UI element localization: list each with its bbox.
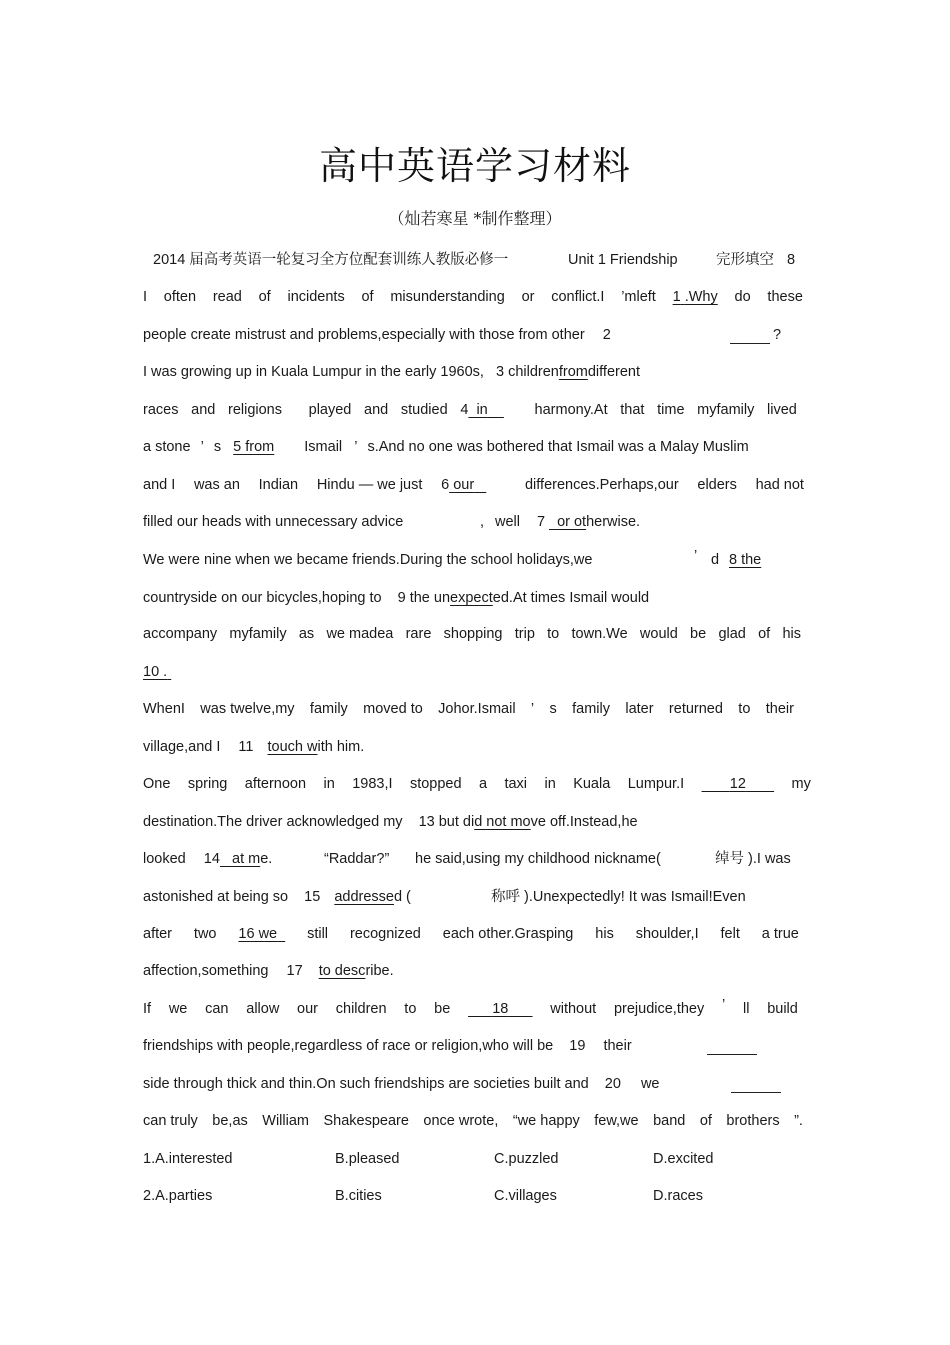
blank-9: expect (450, 590, 493, 606)
blank-8: 8 the (729, 552, 762, 568)
blank-14: at m (232, 851, 261, 867)
passage-line: side through thick and thin.On such friendships are societies built and 20 we (143, 1074, 811, 1094)
passage-line: a stone ’ s 5 from Ismail ’ s.And no one was bothered that Ismail was a Malay Muslim (143, 439, 749, 455)
passage-line: countryside on our bicycles,hoping to 9 the unexpected.At times Ismail would (143, 590, 650, 606)
passage-line: can truly be,as William Shakespeare once wrote, “we happy few,we band of brothers ”. (143, 1113, 803, 1129)
passage-line (143, 662, 811, 682)
passage-line: I was growing up in Kuala Lumpur in the early 1960s, 3 childrenfromdifferent (143, 364, 640, 380)
blank-5: 5 from (233, 439, 275, 455)
option-d: D.excited (653, 1151, 714, 1167)
passage-line: I often read of incidents of misunderstanding or conflict.I ’mleft 1 .Why do these (143, 289, 803, 305)
blank-15: addresse (334, 889, 394, 905)
page-title: 高中英语学习材料 (318, 144, 631, 188)
option-a: 1.A.interested (143, 1151, 233, 1167)
blank-10: 10 . (143, 664, 168, 680)
exercise-heading: 2014 届高考英语一轮复习全方位配套训练人教版必修一 Unit 1 Friendship 完形填空 8 (153, 252, 796, 268)
option-c: C.puzzled (494, 1151, 559, 1167)
blank-6: our (453, 477, 475, 493)
blank-16: 16 we (238, 926, 278, 942)
passage-line: filled our heads with unnecessary advice , well 7 or otherwise. (143, 514, 641, 530)
blank-4: in (476, 402, 488, 418)
passage-line: astonished at being so 15 addressed ( 称呼 ).Unexpectedly! It was Ismail!Even (143, 889, 746, 905)
passage-line: affection,something 17 to describe. (143, 963, 394, 979)
blank-20 (731, 1078, 781, 1093)
option-a: 2.A.parties (143, 1188, 213, 1204)
option-b: B.cities (335, 1188, 382, 1204)
passage-line: and I was an Indian Hindu — we just 6 our differences.Perhaps,our elders had not (143, 477, 804, 493)
blank-17: to desc (318, 963, 366, 979)
passage-line: people create mistrust and problems,especially with those from other 2 ? (143, 327, 782, 343)
blank-11: touch w (267, 739, 318, 755)
passage-line: We were nine when we became friends.During the school holidays,we ’ d 8 the (143, 548, 762, 568)
blank-2 (730, 329, 770, 344)
passage-line: looked 14 at me. “Raddar?” he said,using my childhood nickname( 绰号 ).I was (143, 851, 791, 867)
option-b: B.pleased (335, 1151, 400, 1167)
option-d: D.races (653, 1188, 703, 1204)
passage-line: village,and I 11 touch with him. (143, 739, 365, 755)
blank-7: or ot (557, 514, 587, 530)
blank-3: from (558, 364, 588, 380)
passage-line: If we can allow our children to be 18 without prejudice,they ’ ll build (143, 997, 798, 1017)
passage-line: races and religions played and studied 4 in harmony.At that time myfamily lived (143, 402, 797, 418)
passage-line: after two 16 we still recognized each other.Grasping his shoulder,I felt a true (143, 926, 799, 942)
passage-line: friendships with people,regardless of race or religion,who will be 19 their (143, 1036, 811, 1056)
option-c: C.villages (494, 1188, 557, 1204)
blank-1: 1 .Why (672, 289, 718, 305)
passage-line: accompany myfamily as we madea rare shopping trip to town.We would be glad of his (143, 626, 801, 642)
blank-13: d not mo (474, 814, 531, 830)
page-subtitle: （灿若寒星 *制作整理） (388, 209, 562, 228)
passage-line: WhenI was twelve,my family moved to Johor.Ismail ’ s family later returned to their (143, 701, 794, 717)
blank-19 (707, 1040, 757, 1055)
blank-18: 18 (492, 1001, 509, 1017)
passage-line: destination.The driver acknowledged my 13 but did not move off.Instead,he (143, 814, 638, 830)
blank-12: 12 (729, 776, 746, 792)
passage-line: One spring afternoon in 1983,I stopped a taxi in Kuala Lumpur.I 12 my (143, 776, 811, 792)
